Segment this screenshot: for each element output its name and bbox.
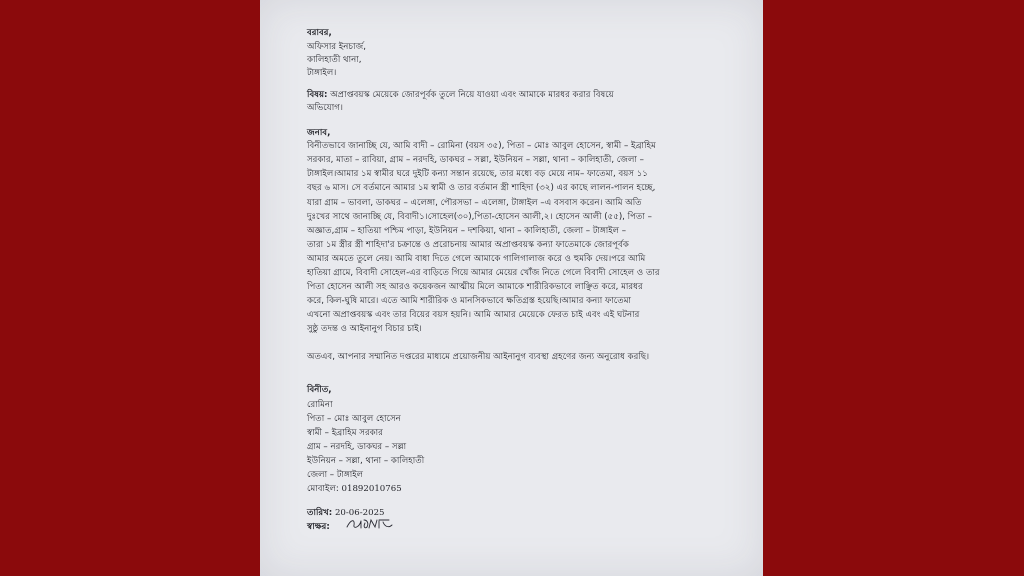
address-station: কালিহাতী থানা, [307,55,362,65]
body-line: এখনো অপ্রাপ্তবয়স্ক এবং তার বিয়ের বয়স হয়নি। আমি আমার মেয়েকে ফেরত চাই এবং এই ঘটনার [307,310,640,320]
closing-paragraph: অতএব, আপনার সম্মানিত দপ্তরের মাধ্যমে প্রয়োজনীয় আইনানুগ ব্যবস্থা গ্রহণের জন্য অনুরোধ করছি। [307,352,650,362]
subject-line [307,90,614,101]
body-line: বিনীতভাবে জানাচ্ছি যে, আমি বাদী – রোমিনা (বয়স ৩৫), পিতা – মোঃ আবুল হোসেন, স্বামী – ইব্রাহিম [307,141,656,151]
body-line: তারা ১ম স্ত্রীর স্ত্রী শাহিদা'র চক্রান্তে ও প্ররোচনায় আমার অপ্রাপ্তবয়স্ক কন্যা ফাতেমাকে জোরপূর্বক [307,240,629,250]
complaint-letter [260,0,763,576]
body-line: টাঙ্গাইল।আমার ১ম স্বামীর ঘরে দুইটি কন্যা সন্তান রয়েছে, তার মধ্যে বড় মেয়ে নাম– ফাতেমা, বয়স ১১ [307,169,648,179]
handwritten-signature [345,515,395,531]
address-district: টাঙ্গাইল। [307,68,337,78]
subject-text: অপ্রাপ্তবয়স্ক মেয়েকে জোরপূর্বক তুলে নিয়ে যাওয়া এবং আমাকে মারধর করার বিষয়ে [330,90,614,100]
body-line: সরকার, মাতা – রাবিয়া, গ্রাম – নরদহি, ডাকঘর – সল্লা, ইউনিয়ন – সল্লা, থানা – কালিহাতী, জেলা – [307,155,644,165]
date-label: তারিখ: [307,508,333,518]
signature-label: স্বাক্ষর: [307,522,330,532]
signer-father: পিতা – মোঃ আবুল হোসেন [307,414,401,424]
mobile-number: 01892010765 [341,484,402,494]
greeting: জনাব, [307,128,331,138]
signer-union: ইউনিয়ন – সল্লা, থানা – কালিহাতী [307,456,425,466]
body-line: অজ্ঞাত,গ্রাম – হাতিয়া পশ্চিম পাড়া, ইউনিয়ন – দশকিয়া, থানা – কালিহাতী, জেলা – টাঙ্গাইল – [307,226,627,236]
body-line: দুঃখের সাথে জানাচ্ছি যে, বিবাদী১।সোহেল(৩০),পিতা-হোসেন আলী,২। হোসেন আলী (৫৫), পিতা – [307,212,652,222]
body-line: সুষ্ঠু তদন্ত ও আইনানুগ বিচার চাই। [307,324,422,334]
body-line: করে, কিল-ঘুষি মারে। এতে আমি শারীরিক ও মানসিকভাবে ক্ষতিগ্রস্ত হয়েছি।আমার কন্যা ফাতেমা [307,296,631,306]
signer-name: রোমিনা [307,400,333,410]
address-officer: অফিসার ইনচার্জ, [307,42,366,52]
subject-label: বিষয়: [307,90,328,100]
signature-line [307,522,330,533]
signer-husband: স্বামী – ইব্রাহিম সরকার [307,428,383,438]
subject-text-cont: অভিযোগ। [307,103,343,113]
signoff-label: বিনীত, [307,385,332,395]
body-line: পিতা হোসেন আলী সহ আরও কয়েকজন আত্মীয় মিলে আমাকে শারীরিকভাবে লাঞ্ছিত করে, মারধর [307,282,643,292]
address-to: বরাবর, [307,28,332,38]
signer-village: গ্রাম – নরদহি, ডাকঘর – সল্লা [307,442,407,452]
signer-mobile [307,484,402,495]
signer-district: জেলা – টাঙ্গাইল [307,470,364,480]
mobile-label: মোবাইল: [307,484,339,494]
date-value: 20-06-2025 [334,508,385,518]
body-line: বছর ৬ মাস। সে বর্তমানে আমার ১ম স্বামী ও তার বর্তমান স্ত্রী শাহিদা (৩২) এর কাছে লালন-পালন হচ্ছে, [307,183,656,193]
body-line: হাতিয়া গ্রামে, বিবাদী সোহেল-এর বাড়িতে গিয়ে আমার মেয়ের খোঁজ নিতে গেলে বিবাদী সোহেল ও তার [307,268,660,278]
body-line: আমার অমতে তুলে নেয়। আমি বাধা দিতে গেলে আমাকে গালিগালাজ করে ও হুমকি দেয়।পরে আমি [307,254,646,264]
body-line: যারা গ্রাম – ভাবলা, ডাকঘর – এলেঙ্গা, পৌরসভা – এলেঙ্গা, টাঙ্গাইল –এ বসবাস করেন। আমি অতি [307,198,642,208]
